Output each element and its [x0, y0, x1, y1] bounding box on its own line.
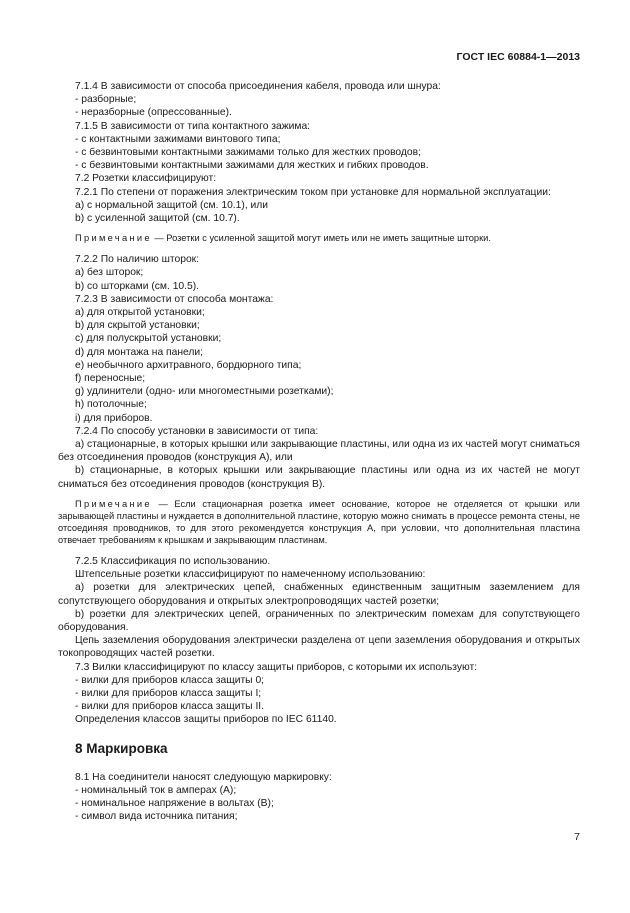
- text-line: Штепсельные розетки классифицируют по намеченному использованию:: [75, 569, 426, 581]
- text-line: 7.2.4 По способу установки в зависимости от типа:: [75, 425, 319, 437]
- text-line: - с контактными зажимами винтового типа;: [75, 133, 281, 145]
- text-line: d) для монтажа на панели;: [75, 346, 204, 358]
- paragraph: a) розетки для электрических цепей, снабженных единственным защитным заземлением для сопутствующего оборудования и открытых электропроводящих частей розетки;: [58, 582, 580, 607]
- document-header: ГОСТ IEC 60884-1—2013: [456, 51, 580, 63]
- text-line: b) для скрытой установки;: [75, 320, 200, 332]
- note-label: Примечание: [75, 233, 152, 244]
- paragraph: b) стационарные, в которых крышки или закрывающие пластины или одна из их частей не могут сниматься без отсоединения проводов (конструкция В).: [58, 465, 580, 490]
- text-line: 7.2.5 Классификация по использованию.: [75, 555, 271, 567]
- text-line: - разборные;: [75, 94, 137, 106]
- text-line: - с безвинтовыми контактными зажимами только для жестких проводов;: [75, 147, 421, 159]
- note-2: [58, 498, 580, 546]
- text-line: a) с нормальной защитой (см. 10.1), или: [75, 199, 269, 211]
- text-line: f) переносные;: [75, 373, 146, 385]
- text-line: c) для полускрытой установки;: [75, 333, 222, 345]
- text-line: - номинальный ток в амперах (А);: [75, 784, 237, 796]
- text-line: - номинальное напряжение в вольтах (В);: [75, 797, 274, 809]
- text-line: 7.2 Розетки классифицируют:: [75, 173, 217, 185]
- text-line: e) необычного архитравного, бордюрного типа;: [75, 359, 302, 371]
- text-line: Определения классов защиты приборов по IEC 61140.: [75, 714, 337, 726]
- text-line: 7.1.4 В зависимости от способа присоединения кабеля, провода или шнура:: [75, 81, 441, 92]
- text-line: 8.1 На соединители наносят следующую маркировку:: [75, 771, 332, 783]
- text-line: 7.2.3 В зависимости от способа монтажа:: [75, 293, 274, 305]
- text-line: 7.2.2 По наличию шторок:: [75, 254, 200, 266]
- paragraph: a) стационарные, в которых крышки или закрывающие пластины, или одна из их частей могут сниматься без отсоединения проводов (конструкция А), или: [58, 439, 580, 464]
- text-line: - вилки для приборов класса защиты I;: [75, 687, 262, 699]
- text-line: - неразборные (опрессованные).: [75, 107, 232, 119]
- text-line: g) удлинители (одно- или многоместными розетками);: [75, 386, 334, 398]
- text-line: b) с усиленной защитой (см. 10.7).: [75, 213, 240, 225]
- text-line: 7.1.5 В зависимости от типа контактного зажима:: [75, 120, 311, 132]
- paragraph: Цепь заземления оборудования электрически разделена от цепи заземления оборудования и открытых токопроводящих частей розетки.: [58, 635, 580, 660]
- text-line: - вилки для приборов класса защиты 0;: [75, 674, 265, 686]
- text-line: b) со шторками (см. 10.5).: [75, 280, 200, 292]
- text-line: 7.3 Вилки классифицируют по классу защиты приборов, с которыми их используют:: [75, 661, 478, 673]
- note-text: — Если стационарная розетка имеет основание, которое не отделяется от крышки или зарывающей пластины и нуждается в дополнительной пластине, которую можно снимать в процессе ремонта стены, не отсоединяя проводников, то для этого рекомендуется конструкция А, при условии, что дополнительная пластина отвечает требованиям к крышкам и закрывающим пластинам.: [58, 498, 580, 545]
- text-line: - символ вида источника питания;: [75, 811, 238, 823]
- text-line: - вилки для приборов класса защиты II.: [75, 701, 265, 713]
- note-text: — Розетки с усиленной защитой могут иметь или не иметь защитные шторки.: [151, 233, 491, 244]
- text-line: a) без шторок;: [75, 267, 144, 279]
- block-classification-2: [58, 253, 580, 491]
- block-marking: [58, 771, 580, 824]
- page-number: 7: [574, 831, 580, 843]
- block-classification-1: [58, 80, 580, 225]
- page-content: [58, 80, 580, 823]
- text-line: 7.2.1 По степени от поражения электрическим током при установке для нормальной эксплуатации:: [75, 186, 551, 198]
- section-heading: 8 Маркировка: [75, 740, 168, 756]
- text-line: h) потолочные;: [75, 399, 147, 411]
- note-label: Примечание: [75, 498, 152, 509]
- note-1: [58, 232, 580, 244]
- block-classification-3: [58, 555, 580, 727]
- text-line: i) для приборов.: [75, 412, 153, 424]
- paragraph: b) розетки для электрических цепей, ограниченных по электрическим помехам для сопутствующего оборудования.: [58, 608, 580, 633]
- text-line: - с безвинтовыми контактными зажимами для жестких и гибких проводов.: [75, 160, 429, 172]
- text-line: a) для открытой установки;: [75, 307, 205, 319]
